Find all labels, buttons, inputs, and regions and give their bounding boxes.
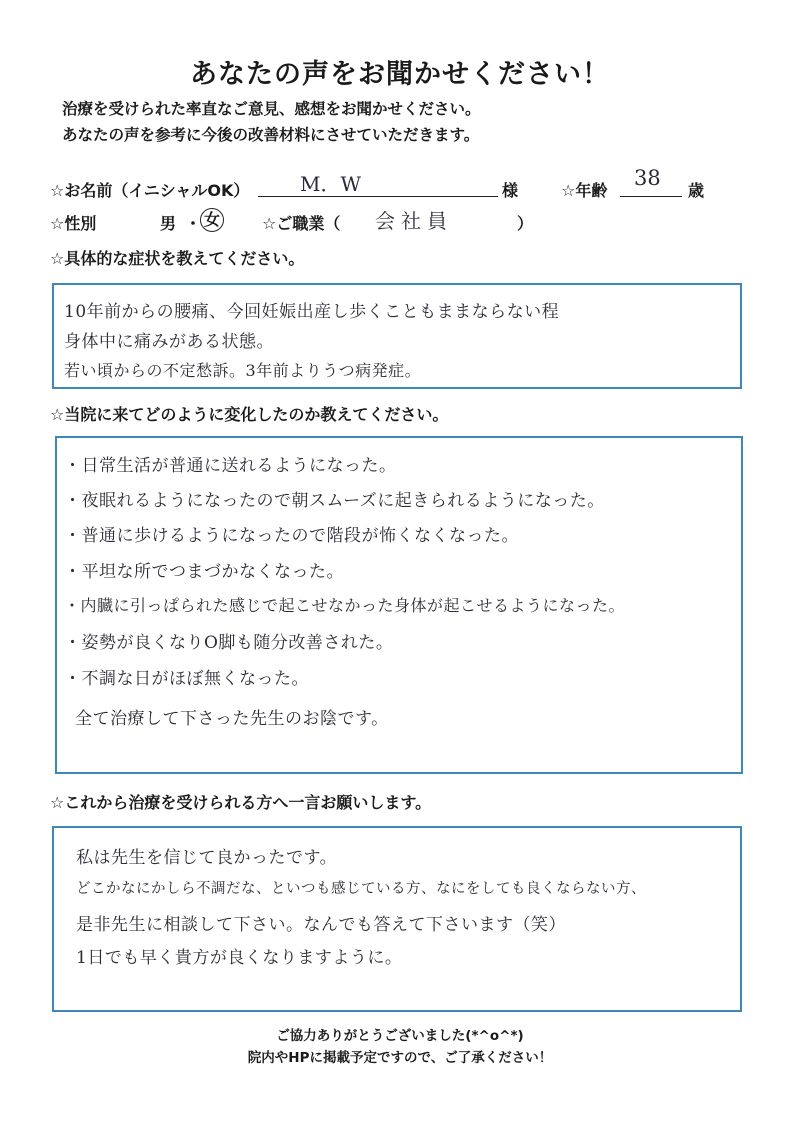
changes-line-7: ・不調な日がほぼ無くなった。 [64,669,309,689]
changes-heading: ☆当院に来てどのように変化したのか教えてください。 [50,405,449,424]
symptoms-heading: ☆具体的な症状を教えてください。 [50,249,305,268]
gender-separator: ・ [185,214,202,233]
message-line-2: どこかなにかしら不調だな、といつも感じている方、なにをしても良くならない方、 [76,881,646,897]
page-title: あなたの声をお聞かせください！ [190,59,610,90]
footer-thanks: ご協力ありがとうございました(*^o^*) [276,1028,524,1044]
gender-female [200,208,224,232]
age-suffix: 歳 [688,181,705,200]
changes-line-5: ・内臓に引っぱられた感じで起こせなかった身体が起こせるようになった。 [64,596,626,615]
footer-notice: 院内やHPに掲載予定ですので、ご了承ください！ [247,1050,553,1066]
name-label: ☆お名前（イニシャルOK） [50,181,250,200]
gender-male: 男 [160,214,177,233]
message-line-1: 私は先生を信じて良かったです。 [76,848,338,868]
symptoms-line-1: 10年前からの腰痛、今回妊娠出産し歩くこともままならない程 [64,302,560,322]
changes-line-3: ・普通に歩けるようになったので階段が怖くなくなった。 [64,526,519,546]
symptoms-line-3: 若い頃からの不定愁訴。3年前よりうつ病発症。 [64,361,422,380]
age-label: ☆年齢 [561,181,608,200]
intro-line-1: 治療を受けられた率直なご意見、感想をお聞かせください。 [62,100,481,118]
message-line-4: 1日でも早く貴方が良くなりますように。 [76,948,403,968]
age-underline [620,196,682,197]
job-value: 会社員 [375,209,453,233]
message-line-3: 是非先生に相談して下さい。なんでも答えて下さいます（笑） [76,915,566,935]
gender-female-circle: 女 [200,208,224,232]
name-suffix: 様 [502,181,519,200]
job-close: ） [517,214,534,233]
name-value: M．W [300,172,362,196]
changes-line-8: 全て治療して下さった先生のお陰です。 [75,709,389,729]
changes-line-6: ・姿勢が良くなりO脚も随分改善された。 [64,633,394,653]
gender-label: ☆性別 [50,214,97,233]
symptoms-line-2: 身体中に痛みがある状態。 [64,332,274,352]
intro-line-2: あなたの声を参考に今後の改善材料にさせていただきます。 [62,126,480,144]
changes-line-1: ・日常生活が普通に送れるようになった。 [64,456,397,476]
message-heading: ☆これから治療を受けられる方へ一言お願いします。 [50,793,432,812]
name-underline [258,196,498,197]
changes-line-2: ・夜眠れるようになったので朝スムーズに起きられるようになった。 [64,491,605,511]
changes-line-4: ・平坦な所でつまづかなくなった。 [64,562,344,582]
age-value: 38 [634,166,661,190]
job-label: ☆ご職業（ [262,214,341,233]
